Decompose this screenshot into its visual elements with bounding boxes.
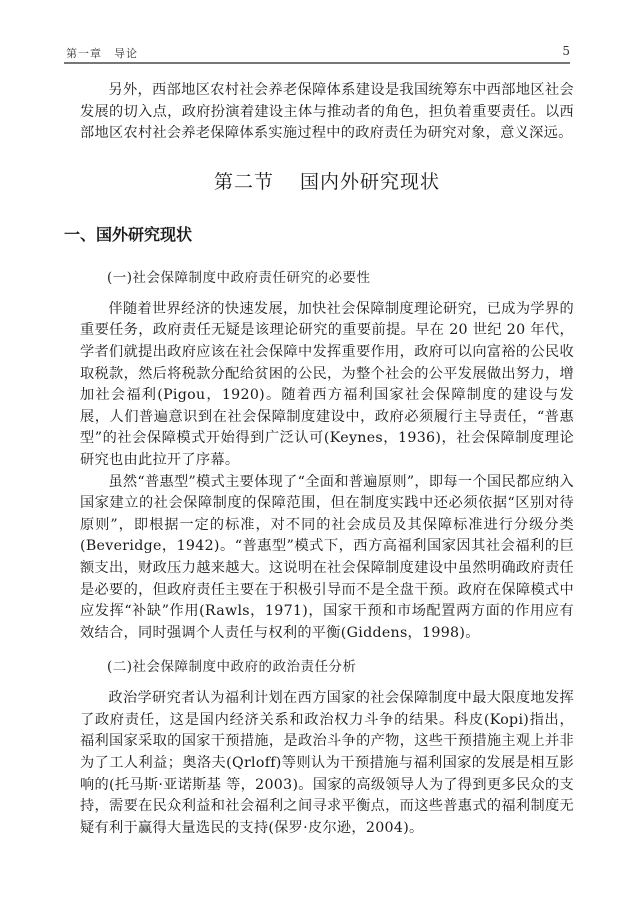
heading-foreign-research: 一、国外研究现状 [64,224,193,244]
intro-paragraph: 另外，西部地区农村社会养老保障体系建设是我国统筹东中西部地区社会发展的切入点，政府扮演着建设主体与推动者的角色，担负着重要责任。以西部地区农村社会养老保障体系实施过程中的政府责任为研究对象，意义深远。 [80,82,574,142]
paragraph: 政治学研究者认为福利计划在西方国家的社会保障制度中最大限度地发挥了政府责任，这是国内经济关系和政治权力斗争的结果。科皮(Kopi)指出，福利国家采取的国家干预措施，是政治斗争的产物，这些干预措施主观上并非为了工人利益；奥洛夫(Qrloff)等则认为干预措施与福利国家的发展是相互影响的(托马斯·亚诺斯基 等，2003)。国家的高级领导人为了得到更多民众的支持，需要在民众利益和社会福利之间寻求平衡点，而这些普惠式的福利制度无疑有利于赢得大量选民的支持(保罗·皮尔逊，2004)。 [80,690,574,836]
page-number: 5 [562,44,570,58]
section-title [80,167,574,197]
subsection-heading-1: (一)社会保障制度中政府责任研究的必要性 [107,269,371,286]
section-name: 国内外研究现状 [300,170,441,193]
subsection-heading-2: (二)社会保障制度中政府的政治责任分析 [107,659,357,676]
page-body [64,80,574,839]
paragraph: 虽然“普惠型”模式主要体现了“全面和普遍原则”，即每一个国民都应纳入国家建立的社会保障制度的保障范围，但在制度实践中还必须依据“区别对待原则”，即根据一定的标准，对不同的社会成员及其保障标准进行分级分类(Beveridge，1942)。“普惠型”模式下，西方高福利国家因其社会福利的巨额支出，财政压力越来越大。这说明在社会保障制度建设中虽然明确政府责任是必要的，但政府责任主要在于积极引导而不是全盘干预。政府在保障模式中应发挥“补缺”作用(Rawls，1971)，国家干预和市场配置两方面的作用应有效结合，同时强调个人责任与权利的平衡(Giddens，1998)。 [80,473,574,641]
section-number: 第二节 [213,170,274,193]
paragraph: 伴随着世界经济的快速发展，加快社会保障制度理论研究，已成为学界的重要任务，政府责任无疑是该理论研究的重要前提。早在 20 世纪 20 年代，学者们就提出政府应该在社会保障中发挥重要作用，政府可以向富裕的公民收取税款，然后将税款分配给贫困的公民，为整个社会的公平发展做出努力，增加社会福利(Pigou，1920)。随着西方福利国家社会保障制度的建设与发展，人们普遍意识到在社会保障制度建设中，政府必须履行主导责任，“普惠型”的社会保障模式开始得到广泛认可(Keynes，1936)，社会保障制度理论研究也由此拉开了序幕。 [80,300,574,468]
chapter-title: 第一章 导论 [66,47,138,60]
running-header [64,44,570,64]
